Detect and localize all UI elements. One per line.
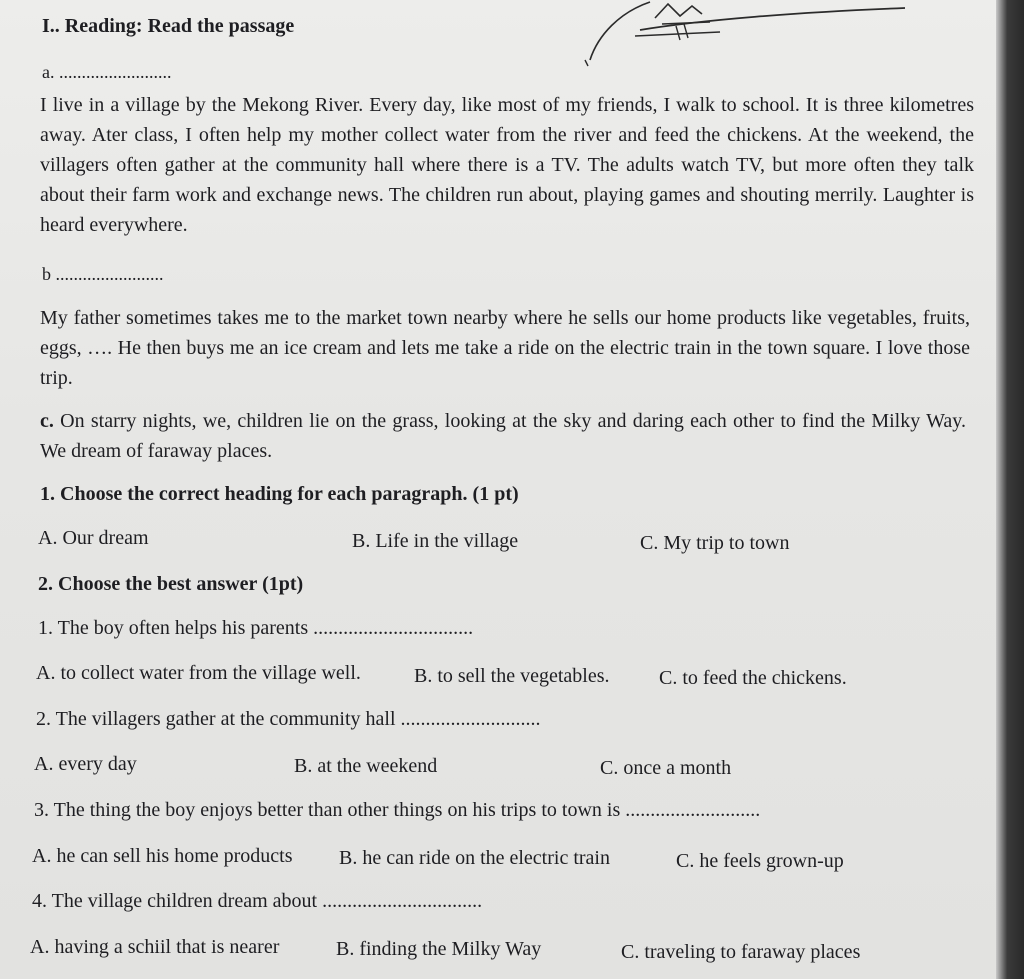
paragraph-b-label: b ........................ (42, 264, 164, 284)
question-3-option-c: C. he feels grown-up (676, 850, 844, 872)
paragraph-b: My father sometimes takes me to the market town nearby where he sells our home products like vegetables, fruits, eggs, …. He then buys me an ice cream and lets me take a ride on the electric train in the town square. I love those trip. (40, 307, 970, 389)
task1-option-b: B. Life in the village (352, 530, 519, 552)
question-1-option-b: B. to sell the vegetables. (414, 665, 610, 687)
page-edge-shadow (996, 0, 1024, 979)
question-3: 3. The thing the boy enjoys better than other things on his trips to town is ........................... (34, 799, 761, 821)
paragraph-c-block (40, 406, 966, 466)
question-1: 1. The boy often helps his parents ................................ (38, 617, 474, 639)
question-2: 2. The villagers gather at the community hall ............................ (36, 708, 541, 730)
question-4-option-a: A. having a schiil that is nearer (30, 936, 280, 958)
handwritten-signature (580, 0, 910, 70)
paragraph-a: I live in a village by the Mekong River. Every day, like most of my friends, I walk to school. It is three kilometres away. Ater class, I often help my mother collect water from the river and feed the chickens. At the weekend, the villagers often gather at the community hall where there is a TV. The adults watch TV, but more often they talk about their farm work and exchange news. The children run about, playing games and shouting merrily. Laughter is heard everywhere. (40, 94, 974, 236)
task1-title: 1. Choose the correct heading for each paragraph. (1 pt) (40, 483, 519, 505)
question-4-option-b: B. finding the Milky Way (336, 938, 542, 960)
question-2-option-c: C. once a month (600, 757, 732, 779)
task2-title: 2. Choose the best answer (1pt) (38, 573, 304, 595)
question-2-option-a: A. every day (34, 753, 137, 775)
question-4: 4. The village children dream about ................................ (32, 890, 483, 912)
question-3-option-a: A. he can sell his home products (32, 845, 293, 867)
task1-option-c: C. My trip to town (640, 532, 790, 554)
question-4-option-c: C. traveling to faraway places (621, 941, 861, 963)
question-3-option-b: B. he can ride on the electric train (339, 847, 610, 869)
question-2-option-b: B. at the weekend (294, 755, 438, 777)
question-1-option-c: C. to feed the chickens. (659, 667, 847, 689)
paragraph-a-label: a. ......................... (42, 62, 172, 82)
question-1-option-a: A. to collect water from the village well. (36, 662, 361, 684)
task1-option-a: A. Our dream (38, 527, 149, 549)
paragraph-c-label: c. (40, 410, 54, 432)
section-title: I.. Reading: Read the passage (42, 15, 295, 37)
paragraph-c: On starry nights, we, children lie on the grass, looking at the sky and daring each other to find the Milky Way. We dream of faraway places. (40, 410, 966, 462)
